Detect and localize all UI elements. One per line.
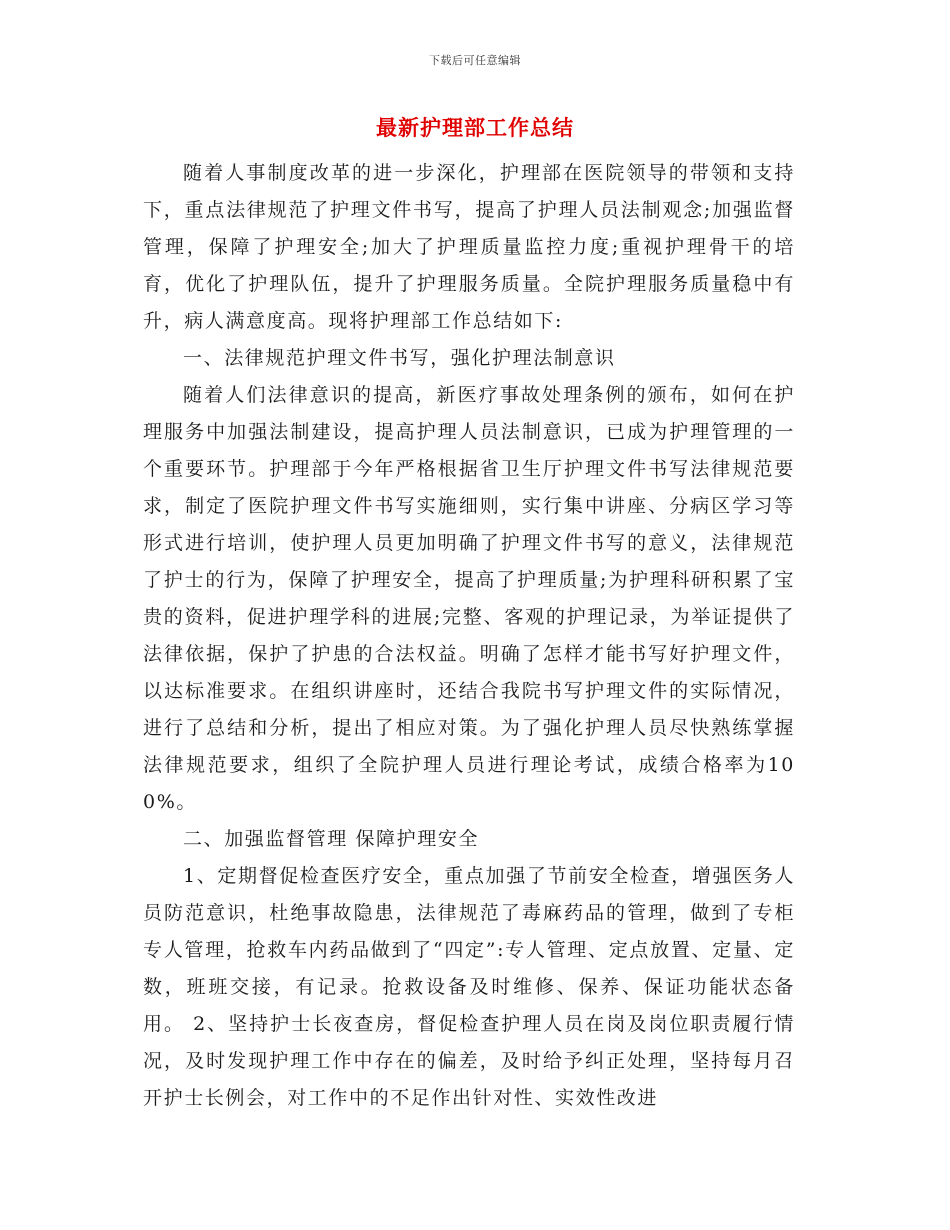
intro-paragraph: 随着人事制度改革的进一步深化，护理部在医院领导的带领和支持下，重点法律规范了护理文件书写，提高了护理人员法制观念;加强监督管理，保障了护理安全;加大了护理质量监控力度;重视护理骨干的培育，优化了护理队伍，提升了护理服务质量。全院护理服务质量稳中有升，病人满意度高。现将护理部工作总结如下:	[143, 162, 795, 332]
download-note: 下载后可任意编辑	[429, 54, 521, 67]
section-heading-2: 二、加强监督管理 保障护理安全	[183, 828, 480, 850]
document-title: 最新护理部工作总结	[376, 115, 574, 140]
section-1-paragraph: 随着人们法律意识的提高，新医疗事故处理条例的颁布，如何在护理服务中加强法制建设，提高护理人员法制意识，已成为护理管理的一个重要环节。护理部于今年严格根据省卫生厅护理文件书写法律规范要求，制定了医院护理文件书写实施细则，实行集中讲座、分病区学习等形式进行培训，使护理人员更加明确了护理文件书写的意义，法律规范了护士的行为，保障了护理安全，提高了护理质量;为护理科研积累了宝贵的资料，促进护理学科的进展;完整、客观的护理记录，为举证提供了法律依据，保护了护患的合法权益。明确了怎样才能书写好护理文件，以达标准要求。在组织讲座时，还结合我院书写护理文件的实际情况，进行了总结和分析，提出了相应对策。为了强化护理人员尽快熟练掌握法律规范要求，组织了全院护理人员进行理论考试，成绩合格率为100%。	[143, 384, 795, 813]
section-heading-1: 一、法律规范护理文件书写，强化护理法制意识	[183, 347, 616, 369]
document-body	[143, 155, 795, 1117]
section-2-paragraph: 1、定期督促检查医疗安全，重点加强了节前安全检查，增强医务人员防范意识，杜绝事故隐患，法律规范了毒麻药品的管理，做到了专柜专人管理，抢救车内药品做到了“四定”:专人管理、定点放置、定量、定数，班班交接，有记录。抢救设备及时维修、保养、保证功能状态备用。 2、坚持护士长夜查房，督促检查护理人员在岗及岗位职责履行情况，及时发现护理工作中存在的偏差，及时给予纠正处理，坚持每月召开护士长例会，对工作中的不足作出针对性、实效性改进	[143, 865, 795, 1109]
